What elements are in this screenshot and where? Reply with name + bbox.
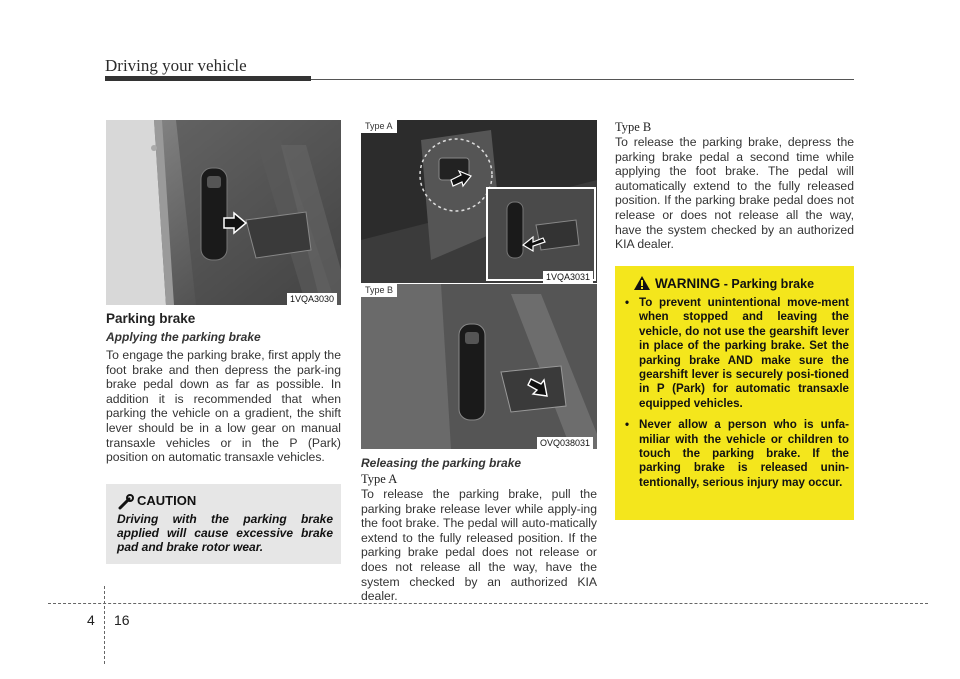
figure-type-a-release-lever: [361, 120, 597, 283]
heading-parking-brake: Parking brake: [106, 311, 196, 326]
applying-body-text: To engage the parking brake, first apply the foot brake and then depress the park-ing brake pedal down as far as possible. In addition it is recommended that when parking the vehicle on a gradient, the shift lever should be in a low gear on manual transaxle vehicles or in the P (Park) position on automatic transaxle vehicles.: [106, 348, 341, 465]
wrench-icon: [118, 494, 134, 510]
footer-divider: [104, 586, 105, 664]
header-bar: [105, 76, 311, 81]
figure-type-label: Type B: [361, 284, 397, 297]
chapter-number: 4: [87, 612, 95, 628]
pedal-photo-illustration: [106, 120, 341, 305]
type-b-heading: Type B: [615, 120, 652, 134]
subheading-applying: Applying the parking brake: [106, 330, 261, 344]
header-rule: [311, 79, 854, 80]
figure-type-label: Type A: [361, 120, 397, 133]
figure-code: OVQ038031: [537, 437, 593, 449]
type-b-body-text: To release the parking brake, depress the parking brake pedal a second time while applying the foot brake. The pedal will automatically extend to the fully released position. If the parking brake pedal does not release or does not release all the way, have the system checked by an authorized KIA dealer.: [615, 135, 854, 252]
caution-box: [106, 484, 341, 564]
warning-item: • To prevent unintentional move-ment when stopped and leaving the vehicle, do not use the gearshift lever in place of the parking brake. Set the parking brake AND make sure the gearshift lever is securely posi-tioned in P (Park) for automatic transaxle equipped vehicles.: [625, 296, 849, 411]
section-title: Driving your vehicle: [105, 56, 247, 75]
warning-triangle-icon: [633, 275, 651, 291]
warning-word: WARNING: [655, 276, 721, 291]
type-a-heading: Type A: [361, 472, 398, 486]
warning-list: [625, 296, 849, 497]
warning-box: [615, 266, 854, 520]
figure-type-b-pedal: [361, 284, 597, 449]
warning-topic: - Parking brake: [720, 277, 815, 291]
figure-code: 1VQA3030: [287, 293, 337, 305]
figure-code: 1VQA3031: [543, 271, 593, 283]
warning-title: [655, 276, 814, 291]
type-b-photo-illustration: [361, 284, 597, 449]
figure-parking-brake-pedal: [106, 120, 341, 305]
caution-title: CAUTION: [137, 493, 197, 508]
warning-item: • Never allow a person who is unfa-miliar with the vehicle or children to touch the parking brake. If the parking brake is released unin-tentionally, serious injury may occur.: [625, 418, 849, 490]
page-number: 16: [114, 612, 130, 628]
type-a-body-text: To release the parking brake, pull the parking brake release lever while apply-ing the foot brake. The pedal will auto-matically extend to the fully released position. If the parking brake pedal does not release or does not release all the way, have the system checked by an authorized KIA dealer.: [361, 487, 597, 604]
footer-rule: [48, 603, 928, 604]
caution-text: Driving with the parking brake applied will cause excessive brake pad and brake rotor wear.: [117, 512, 333, 554]
subheading-releasing: Releasing the parking brake: [361, 456, 522, 470]
type-a-photo-illustration: [361, 120, 597, 283]
